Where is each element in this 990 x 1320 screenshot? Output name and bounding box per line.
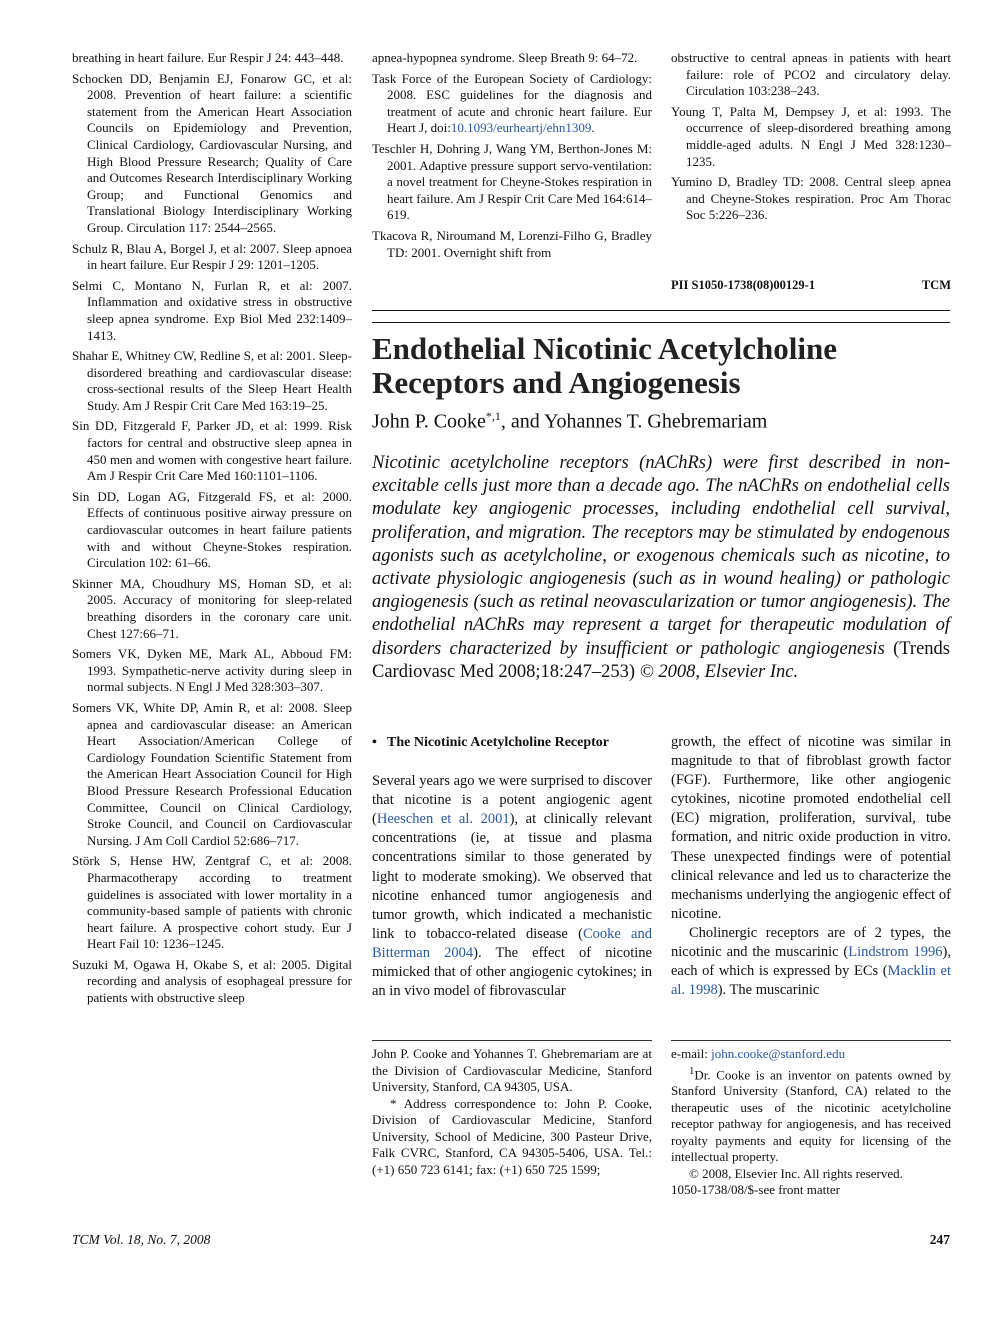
- page-number: 247: [929, 1232, 950, 1247]
- reference-item: Skinner MA, Choudhury MS, Homan SD, et al: 2005. Accuracy of monitoring for sleep-related breathing disorders in the coronary care unit. Chest 127:66–71.: [72, 575, 352, 641]
- citation-link[interactable]: Heeschen et al. 2001: [376, 811, 510, 828]
- email-link[interactable]: john.cooke@stanford.edu: [711, 1046, 846, 1061]
- issn-note: 1050-1738/08/$-see front matter: [671, 1182, 840, 1198]
- citation-link[interactable]: Macklin et al. 1998: [671, 963, 951, 999]
- disclosure-note: $^1$Dr. Cooke is an inventor on patents owned by Stanford University (Stanford, CA) related to the therapeutic uses of the nicotinic acetylcholine receptor pathway for angiogenesis, and has received royalty payments and equity for licensing of the intellectual property.: [671, 1064, 951, 1165]
- abstract-copyright: © 2008, Elsevier Inc.: [635, 661, 799, 682]
- reference-item: Teschler H, Dohring J, Wang YM, Berthon-Jones M: 2001. Adaptive pressure support servo-ventilation: a novel treatment for Cheyne-Stokes respiration in heart failure. Am J Respir Crit Care Med 164:614–619.: [372, 140, 652, 223]
- author-line: John P. Cooke$^{*,1}$, and Yohannes T. Ghebremariam: [372, 409, 768, 433]
- reference-list-column-3: [671, 50, 951, 228]
- body-paragraph: growth, the effect of nicotine was similar in magnitude to that of fibroblast growth factor (FGF). Furthermore, like other angiogenic cytokines, nicotine promoted endothelial cell (EC) migration, proliferation, survival, tube formation, and nitric oxide production in vitro. These unexpected findings were of potential clinical relevance and led us to characterize the mechanisms underlying the angiogenic effect of nicotine.: [671, 734, 951, 922]
- footnote-rule: [372, 1040, 652, 1041]
- reference-item: breathing in heart failure. Eur Respir J 24: 443–448.: [72, 50, 344, 65]
- section-heading: • The Nicotinic Acetylcholine Receptor: [372, 733, 652, 752]
- reference-list-column-1: [72, 50, 352, 1011]
- author-name: John P. Cooke: [372, 410, 486, 433]
- abstract: Nicotinic acetylcholine receptors (nAChRs) were first described in non-excitable cells just more than a decade ago. The nAChRs on endothelial cells modulate key angiogenic processes, including endothelial cell survival, proliferation, and migration. The receptors may be stimulated by endogenous agonists such as acetylcholine, or exogenous chemicals such as nicotine, to activate physiologic angiogenesis (such as in wound healing) or pathologic angiogenesis (such as retinal neovascularization or tumor angiogenesis). The endothelial nAChRs may represent a target for therapeutic modulation of disorders characterized by insufficient or pathologic angiogenesis (Trends Cardiovasc Med 2008;18:247–253) © 2008, Elsevier Inc.: [372, 453, 950, 682]
- affiliation-note: John P. Cooke and Yohannes T. Ghebremariam are at the Division of Cardiovascular Medicine, Stanford University, Stanford, CA 94305, USA.: [372, 1046, 652, 1094]
- journal-citation: (Trends Cardiovasc Med 2008;18:247–253): [372, 638, 950, 682]
- body-column-left: [372, 733, 652, 1001]
- reference-item: Suzuki M, Ogawa H, Okabe S, et al: 2005. Digital recording and analysis of esophageal pressure for patients with obstructive sleep: [72, 956, 352, 1006]
- reference-list-column-2: [372, 50, 652, 265]
- correspondence-note: * Address correspondence to: John P. Cooke, Division of Cardiovascular Medicine, Stanford University, School of Medicine, 300 Pasteur Drive, Falk CVRC, Stanford, CA 94305-5406, USA. Tel.: (+1) 650 723 6141; fax: (+1) 650 725 1599;: [372, 1095, 652, 1177]
- body-column-right: [671, 733, 951, 1000]
- email-note: e-mail: john.cooke@stanford.edu: [671, 1046, 846, 1061]
- reference-item: Somers VK, Dyken ME, Mark AL, Abboud FM: 1993. Sympathetic-nerve activity during sleep in normal subjects. N Engl J Med 328:303–307.: [72, 646, 352, 695]
- reference-item: Sin DD, Fitzgerald F, Parker JD, et al: 1999. Risk factors for central and obstructive sleep apnea in 450 men and women with congestive heart failure. Am J Respir Crit Care Med 160:1101–1106.: [72, 418, 352, 484]
- reference-item: Yumino D, Bradley TD: 2008. Central sleep apnea and Cheyne-Stokes respiration. Proc Am Thorac Soc 5:226–236.: [671, 174, 951, 223]
- body-paragraph: Cholinergic receptors are of 2 types, the nicotinic and the muscarinic (Lindstrom 1996), each of which is expressed by ECs (Macklin et al. 1998). The muscarinic: [671, 924, 951, 999]
- reference-item: obstructive to central apneas in patients with heart failure: role of PCO2 and circulatory delay. Circulation 103:238–243.: [671, 50, 951, 99]
- reference-item: Schocken DD, Benjamin EJ, Fonarow GC, et al: 2008. Prevention of heart failure: a scientific statement from the American Heart Association Councils on Epidemiology and Prevention, Clinical Cardiology, Cardiovascular Nursing, and High Blood Pressure Research; Quality of Care and Outcomes Research Interdisciplinary Working Group; and Functional Genomics and Translational Biology Interdisciplinary Working Group. Circulation 117: 2544–2565.: [72, 70, 352, 235]
- footnote-rule: [671, 1040, 951, 1041]
- reference-item: Task Force of the European Society of Cardiology: 2008. ESC guidelines for the diagnosis and treatment of acute and chronic heart failure. Eur Heart J, doi:10.1093/eurheartj/ehn1309.: [372, 70, 652, 136]
- title-rule-bottom: [372, 322, 950, 323]
- author-name: Yohannes T. Ghebremariam: [544, 410, 768, 433]
- footer-journal-info: TCM Vol. 18, No. 7, 2008: [72, 1232, 211, 1247]
- doi-link[interactable]: 10.1093/eurheartj/ehn1309: [450, 120, 592, 136]
- copyright-note: © 2008, Elsevier Inc. All rights reserved.: [689, 1165, 903, 1181]
- reference-item: Schulz R, Blau A, Borgel J, et al: 2007. Sleep apnoea in heart failure. Eur Respir J 29: 1201–1205.: [72, 240, 352, 273]
- pii-line: [671, 278, 951, 293]
- author-marks: *,1: [485, 409, 501, 423]
- body-paragraph: Several years ago we were surprised to discover that nicotine is a potent angiogenic agent (Heeschen et al. 2001), at clinically relevant concentrations (ie, at tissue and plasma concentrations similar to those generated by light to moderate smoking). We observed that nicotine enhanced tumor angiogenesis and tumor growth, which indicated a mechanistic link to tobacco-related disease (Cooke and Bitterman 2004). The effect of nicotine mimicked that of other angiogenic cytokines; in an in vivo model of fibrovascular: [372, 773, 652, 1000]
- reference-item: Selmi C, Montano N, Furlan R, et al: 2007. Inflammation and oxidative stress in obstructive sleep apnea syndrome. Exp Biol Med 232:1409–1413.: [72, 277, 352, 343]
- article-title: Endothelial Nicotinic Acetylcholine Receptors and Angiogenesis: [372, 331, 837, 400]
- title-rule-top: [372, 310, 950, 311]
- citation-link[interactable]: Lindstrom 1996: [848, 944, 943, 961]
- reference-item: Shahar E, Whitney CW, Redline S, et al: 2001. Sleep-disordered breathing and cardiovascular disease: cross-sectional results of the Sleep Heart Health Study. Am J Respir Crit Care Med 163:19–25.: [72, 348, 352, 413]
- reference-item: Somers VK, White DP, Amin R, et al: 2008. Sleep apnea and cardiovascular disease: an American Heart Association/American College of Cardiology Foundation Scientific Statement from the American Heart Association Council for High Blood Pressure Research Professional Education Committee, Council on Clinical Cardiology, Stroke Council, and Council on Cardiovascular Nursing. J Am Coll Cardiol 52:686–717.: [72, 699, 352, 848]
- reference-item: Störk S, Hense HW, Zentgraf C, et al: 2008. Pharmacotherapy according to treatment guidelines is associated with lower mortality in a community-based sample of patients with chronic heart failure. A prospective cohort study. Eur J Heart Fail 10: 1236–1245.: [72, 853, 352, 952]
- pii-code: PII S1050-1738(08)00129-1: [671, 278, 816, 292]
- bullet-icon: •: [372, 735, 377, 750]
- reference-item: Sin DD, Logan AG, Fitzgerald FS, et al: 2000. Effects of continuous positive airway pressure on cardiovascular outcomes in heart failure patients with and without Cheyne-Stokes respiration. Circulation 102: 61–66.: [72, 488, 352, 571]
- journal-abbrev: TCM: [921, 278, 951, 292]
- reference-item: Young T, Palta M, Dempsey J, et al: 1993. The occurrence of sleep-disordered breathing among middle-aged adults. N Engl J Med 328:1230–1235.: [671, 103, 951, 169]
- reference-item: Tkacova R, Niroumand M, Lorenzi-Filho G, Bradley TD: 2001. Overnight shift from: [372, 227, 652, 260]
- footnotes-left: [372, 1046, 652, 1178]
- citation-link[interactable]: Cooke and Bitterman 2004: [372, 925, 652, 961]
- footnotes-right: [671, 1046, 951, 1199]
- reference-item: apnea-hypopnea syndrome. Sleep Breath 9: 64–72.: [372, 50, 638, 65]
